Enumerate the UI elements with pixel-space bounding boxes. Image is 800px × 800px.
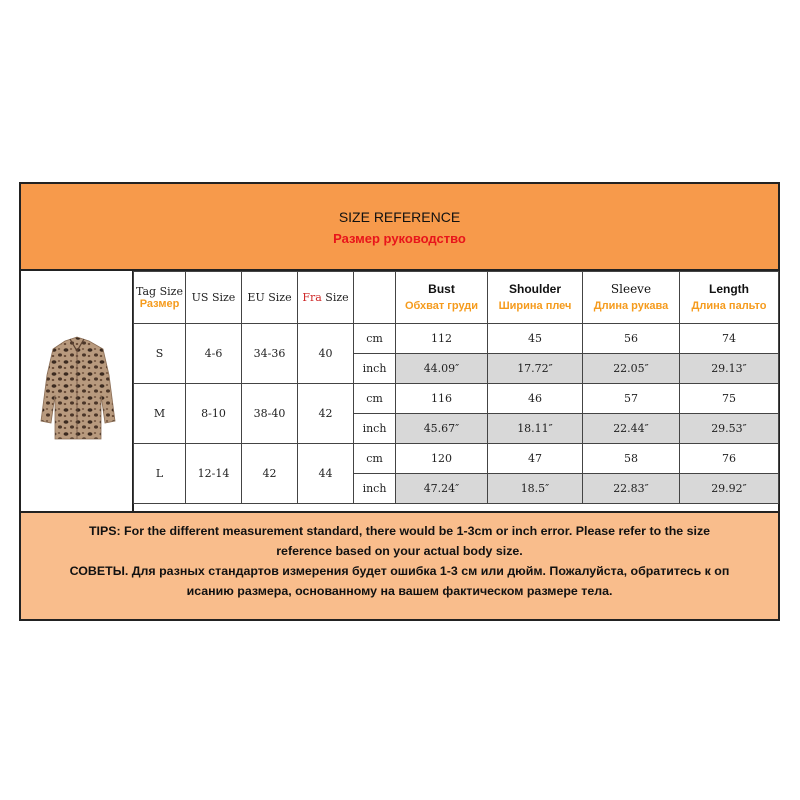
leopard-blouse-image <box>39 335 117 451</box>
shoulder-cm-cell: 45 <box>488 324 583 354</box>
tag-size-cell: L <box>134 444 186 504</box>
length-inch-cell: 29.13″ <box>680 354 779 384</box>
unit-cm-cell: cm <box>354 444 396 474</box>
chart-header <box>21 184 778 271</box>
size-chart <box>19 182 780 621</box>
unit-cm-cell: cm <box>354 324 396 354</box>
chart-subtitle-russian: Размер руководство <box>333 231 466 246</box>
tips-russian-line-2: исанию размера, основанному на вашем фактическом размере тела. <box>186 584 613 598</box>
sleeve-inch-cell: 22.44″ <box>583 414 680 444</box>
fra-size-cell: 44 <box>298 444 354 504</box>
fra-label-red: Fra <box>302 291 322 304</box>
length-inch-cell: 29.53″ <box>680 414 779 444</box>
eu-size-cell: 42 <box>242 444 298 504</box>
sleeve-inch-cell: 22.83″ <box>583 474 680 504</box>
sleeve-cm-cell: 56 <box>583 324 680 354</box>
header-eu-size: EU Size <box>242 272 298 324</box>
bust-inch-cell: 44.09″ <box>396 354 488 384</box>
tag-size-cell: S <box>134 324 186 384</box>
tips-box <box>21 511 778 619</box>
bust-inch-cell: 45.67″ <box>396 414 488 444</box>
header-shoulder: Shoulder Ширина плеч <box>488 272 583 324</box>
header-length: Length Длина пальто <box>680 272 779 324</box>
header-unit <box>354 272 396 324</box>
shoulder-inch-cell: 18.11″ <box>488 414 583 444</box>
sleeve-cm-cell: 57 <box>583 384 680 414</box>
tag-size-cell: M <box>134 384 186 444</box>
fra-size-cell: 40 <box>298 324 354 384</box>
shoulder-inch-cell: 17.72″ <box>488 354 583 384</box>
fra-label-size: Size <box>321 291 349 304</box>
sleeve-cm-cell: 58 <box>583 444 680 474</box>
tips-english-line-1: TIPS: For the different measurement standard, there would be 1-3cm or inch error. Please refer to the size <box>88 524 711 538</box>
length-inch-cell: 29.92″ <box>680 474 779 504</box>
unit-inch-cell: inch <box>354 474 396 504</box>
size-table <box>133 271 779 504</box>
bust-inch-cell: 47.24″ <box>396 474 488 504</box>
table-row-s-cm <box>134 324 779 354</box>
fra-size-cell: 42 <box>298 384 354 444</box>
tips-russian-line-1: СОВЕТЫ. Для разных стандартов измерения будет ошибка 1-3 см или дюйм. Пожалуйста, обратитесь к оп <box>69 564 730 578</box>
us-size-cell: 8-10 <box>186 384 242 444</box>
table-header-row <box>134 272 779 324</box>
us-size-cell: 12-14 <box>186 444 242 504</box>
bust-cm-cell: 112 <box>396 324 488 354</box>
header-us-size: US Size <box>186 272 242 324</box>
length-cm-cell: 74 <box>680 324 779 354</box>
table-row-m-cm <box>134 384 779 414</box>
header-bust: Bust Обхват груди <box>396 272 488 324</box>
length-cm-cell: 76 <box>680 444 779 474</box>
eu-size-cell: 34-36 <box>242 324 298 384</box>
sleeve-inch-cell: 22.05″ <box>583 354 680 384</box>
shoulder-cm-cell: 47 <box>488 444 583 474</box>
length-cm-cell: 75 <box>680 384 779 414</box>
chart-title: SIZE REFERENCE <box>338 209 461 225</box>
bust-cm-cell: 120 <box>396 444 488 474</box>
header-tag-size: Tag Size Размер <box>134 272 186 324</box>
unit-inch-cell: inch <box>354 354 396 384</box>
table-row-l-cm <box>134 444 779 474</box>
shoulder-inch-cell: 18.5″ <box>488 474 583 504</box>
eu-size-cell: 38-40 <box>242 384 298 444</box>
product-photo <box>21 271 134 511</box>
bust-cm-cell: 116 <box>396 384 488 414</box>
header-sleeve: Sleeve Длина рукава <box>583 272 680 324</box>
shoulder-cm-cell: 46 <box>488 384 583 414</box>
unit-cm-cell: cm <box>354 384 396 414</box>
header-fra-size <box>298 272 354 324</box>
us-size-cell: 4-6 <box>186 324 242 384</box>
tips-english-line-2: reference based on your actual body size. <box>276 544 523 558</box>
unit-inch-cell: inch <box>354 414 396 444</box>
